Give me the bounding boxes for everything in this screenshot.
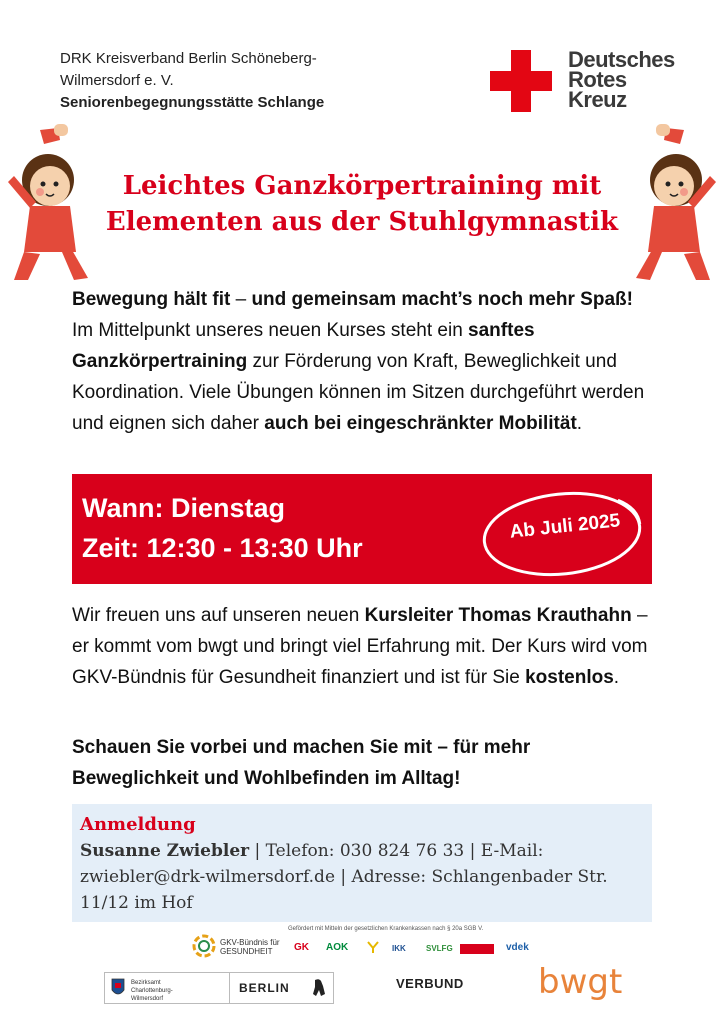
knappschaft-logo — [460, 944, 494, 954]
title-line-2: Elementen aus der Stuhlgymnastik — [105, 207, 619, 237]
schedule-text — [82, 488, 363, 568]
funding-note: Gefördert mit Mitteln der gesetzlichen Krankenkassen nach § 20a SGB V. — [288, 926, 484, 932]
logo-line-1: Deutsches — [568, 47, 675, 72]
page-title — [100, 168, 624, 240]
call-to-action: Schauen Sie vorbei und machen Sie mit – für mehr Beweglichkeit und Wohlbefinden im Alltag! — [72, 737, 531, 789]
logo-line-2: Rotes — [568, 67, 627, 92]
svlfg-logo: SVLFG — [426, 944, 453, 953]
intro-bold-4: auch bei eingeschränkter Mobilität — [264, 413, 577, 434]
title-line-1: Leichtes Ganzkörpertraining mit — [122, 171, 602, 201]
schedule-day: Wann: Dienstag — [82, 493, 286, 523]
organization-block — [60, 48, 324, 114]
ikk-logo: IKK — [392, 944, 406, 953]
intro-text-1: – — [230, 289, 252, 310]
gkv-logo-text: GKV-Bündnis für GESUNDHEIT — [220, 938, 280, 956]
registration-details — [80, 838, 644, 916]
start-date-stamp: Ab Juli 2025 — [508, 510, 622, 543]
vdek-logo: vdek — [506, 942, 529, 953]
instructor-text-1: Wir freuen uns auf unseren neuen — [72, 605, 365, 626]
exercising-woman-left-illustration — [0, 122, 96, 282]
org-line-1: DRK Kreisverband Berlin Schöneberg- — [60, 50, 317, 67]
coat-of-arms-icon — [111, 978, 125, 998]
intro-bold-2: und gemeinsam macht’s noch mehr Spaß! — [251, 289, 633, 310]
org-line-2: Wilmersdorf e. V. — [60, 72, 174, 89]
red-cross-icon — [490, 50, 552, 112]
schedule-banner — [72, 474, 652, 584]
bkk-logo-icon — [366, 940, 380, 954]
instructor-text-3: . — [613, 667, 620, 688]
logo-text — [568, 47, 675, 112]
intro-text-3: zur Förderung von Kraft, Beweglichkeit und Koordination. Viele Übungen können im Sitzen durchgeführt werden und eignen sich daher — [72, 351, 645, 434]
registration-title: Anmeldung — [80, 814, 196, 835]
bezirksamt-text: Bezirksamt Charlottenburg-Wilmersdorf — [131, 980, 173, 1002]
berlin-bear-icon — [311, 978, 327, 998]
intro-bold-3: sanftes Ganzkörpertraining — [72, 320, 535, 372]
gk-logo: GK — [294, 942, 309, 953]
gkv-logo-icon — [192, 934, 216, 958]
divider — [229, 973, 230, 1003]
contact-details: | Telefon: 030 824 76 33 | E-Mail: zwiebler@drk-wilmersdorf.de | Adresse: Schlangenbader Str. 11/12 im Hof — [80, 841, 608, 913]
instructor-paragraph — [72, 600, 652, 693]
drk-logo — [490, 47, 690, 120]
logo-line-3: Kreuz — [568, 87, 627, 112]
aok-logo: AOK — [326, 942, 349, 953]
intro-text-4: . — [576, 413, 583, 434]
bwgt-logo: bwgt — [538, 962, 623, 1002]
instructor-bold-1: Kursleiter Thomas Krauthahn — [364, 605, 632, 626]
intro-text-2: Im Mittelpunkt unseres neuen Kurses steht ein — [72, 320, 469, 341]
registration-box — [72, 804, 652, 922]
intro-bold-1: Bewegung hält fit — [72, 289, 231, 310]
intro-paragraph — [72, 284, 652, 439]
berlin-text: BERLIN — [239, 981, 290, 995]
contact-name: Susanne Zwiebler — [80, 841, 250, 861]
org-line-3: Seniorenbegegnungsstätte Schlange — [60, 94, 325, 111]
registration-content — [80, 812, 644, 916]
instructor-bold-2: kostenlos — [525, 667, 614, 688]
exercising-woman-right-illustration — [628, 122, 724, 282]
verbund-logo: VERBUND — [396, 976, 464, 991]
schedule-time: Zeit: 12:30 - 13:30 Uhr — [82, 533, 363, 563]
instructor-text-2: – er kommt vom bwgt und bringt viel Erfahrung mit. Der Kurs wird vom GKV-Bündnis für Gesundheit finanziert und ist für Sie — [72, 605, 648, 688]
berlin-district-logo — [104, 972, 334, 1004]
